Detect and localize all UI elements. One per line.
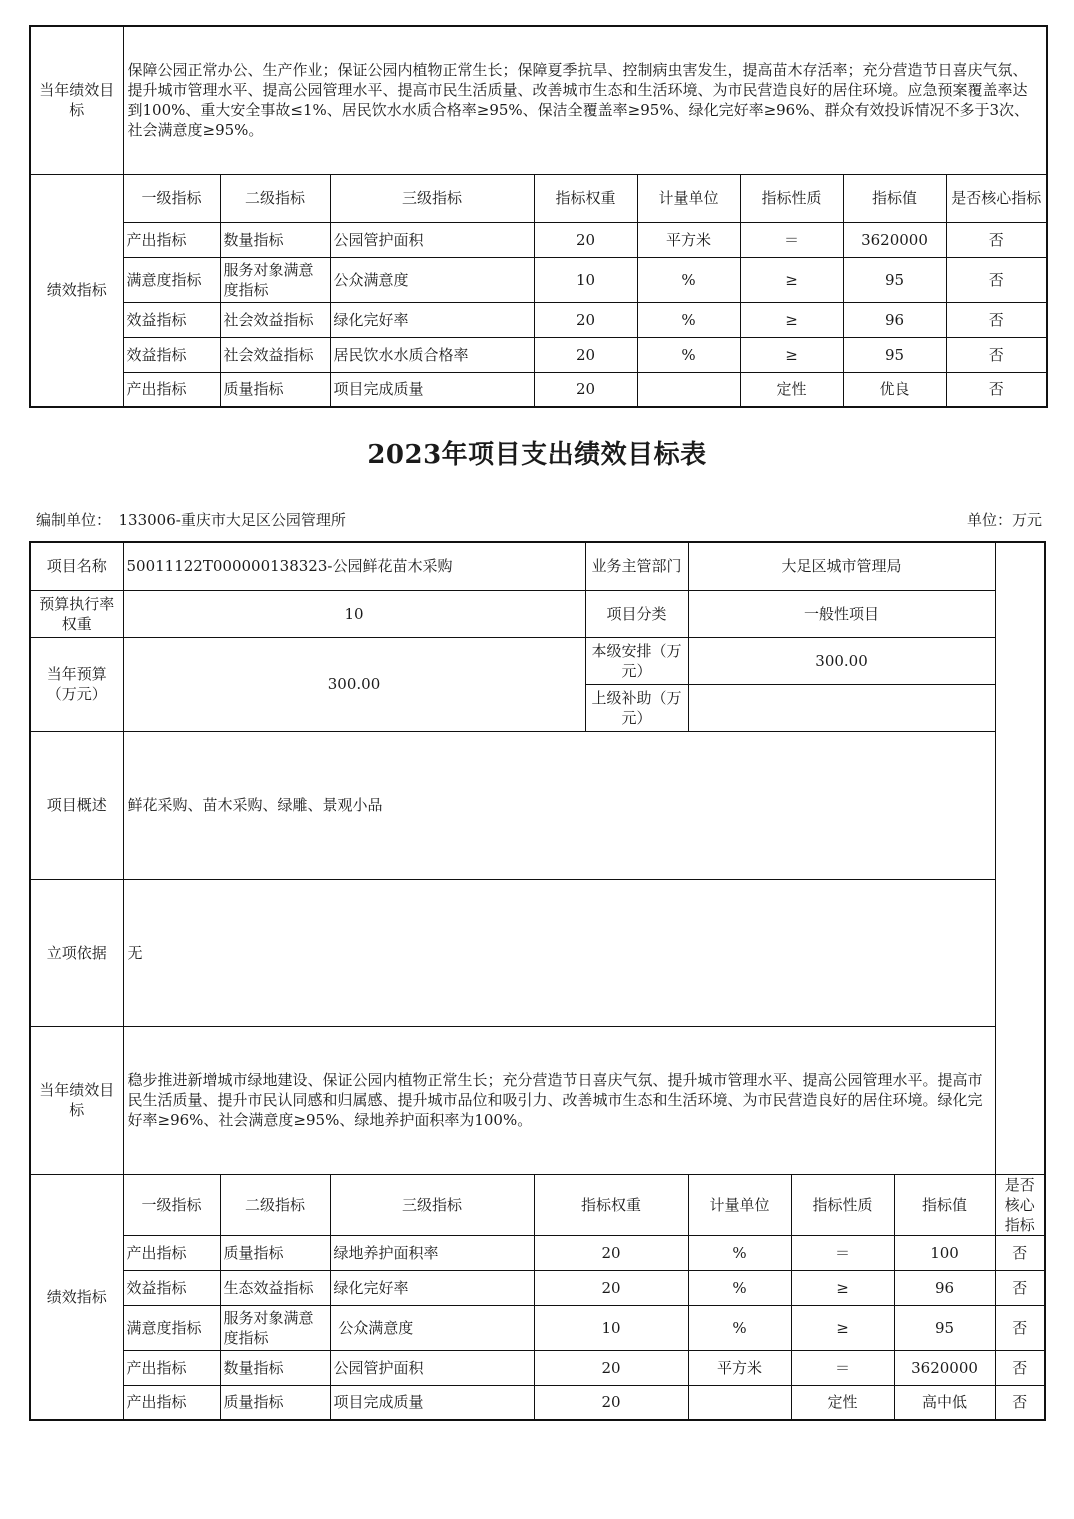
cell: 否 [946, 337, 1047, 372]
compile-unit: 编制单位： 133006-重庆市大足区公园管理所 [36, 511, 346, 529]
annual-budget-label: 当年预算（万元） [30, 637, 123, 731]
cell: 产出指标 [123, 372, 220, 407]
basis-label: 立项依据 [30, 879, 123, 1026]
header-level1: 一级指标 [123, 1174, 220, 1235]
cell: 95 [843, 257, 946, 302]
cell: 满意度指标 [123, 1305, 220, 1350]
cell: 质量指标 [220, 372, 330, 407]
category-label: 项目分类 [585, 590, 688, 637]
cell: % [637, 302, 740, 337]
cell: 项目完成质量 [330, 372, 534, 407]
cell: 100 [894, 1235, 995, 1270]
header-level2: 二级指标 [220, 1174, 330, 1235]
cell: ＝ [791, 1235, 894, 1270]
perf-indicators-label: 绩效指标 [30, 1174, 123, 1420]
cell: 20 [534, 372, 637, 407]
exec-weight-value: 10 [123, 590, 585, 637]
header-nature: 指标性质 [791, 1174, 894, 1235]
header-level3: 三级指标 [330, 174, 534, 222]
cell: 效益指标 [123, 302, 220, 337]
annual-goal-label: 当年绩效目标 [30, 1026, 123, 1174]
cell: 满意度指标 [123, 257, 220, 302]
cell: 产出指标 [123, 1350, 220, 1385]
cell: 否 [946, 372, 1047, 407]
cell: % [688, 1270, 791, 1305]
cell: 居民饮水水质合格率 [330, 337, 534, 372]
cell: 社会效益指标 [220, 302, 330, 337]
header-unit: 计量单位 [688, 1174, 791, 1235]
header-value: 指标值 [843, 174, 946, 222]
cell: 平方米 [688, 1350, 791, 1385]
category-value: 一般性项目 [688, 590, 995, 637]
page-title: 2023年项目支出绩效目标表 [367, 440, 707, 470]
cell: 绿地养护面积率 [330, 1235, 534, 1270]
cell [637, 372, 740, 407]
cell: % [637, 257, 740, 302]
annual-goal-text: 稳步推进新增城市绿地建设、保证公园内植物正常生长；充分营造节日喜庆气氛、提升城市管理水平、提高公园管理水平。提高市民生活质量、提升市民认同感和归属感、提升城市品位和吸引力、改善城市生态和生活环境、为市民营造良好的居住环境。绿化完好率≥96%、社会满意度≥95%、绿地养护面积率为100%。 [123, 1026, 995, 1174]
cell: 20 [534, 1270, 688, 1305]
cell: 3620000 [894, 1350, 995, 1385]
cell: % [688, 1235, 791, 1270]
cell: 高中低 [894, 1385, 995, 1420]
cell: ≥ [791, 1270, 894, 1305]
annual-goal-text: 保障公园正常办公、生产作业；保证公园内植物正常生长；保障夏季抗旱、控制病虫害发生，提高苗木存活率；充分营造节日喜庆气氛、提升城市管理水平、提高公园管理水平、提高市民生活质量、改善城市生态和生活环境、为市民营造良好的居住环境。应急预案覆盖率达到100%、重大安全事故≤1%、居民饮水水质合格率≥95%、保洁全覆盖率≥95%、绿化完好率≥96%、群众有效投诉情况不多于3次、社会满意度≥95%。 [123, 26, 1047, 174]
cell: 否 [995, 1270, 1045, 1305]
cell [688, 1385, 791, 1420]
cell: ＝ [791, 1350, 894, 1385]
cell: 产出指标 [123, 222, 220, 257]
header-value: 指标值 [894, 1174, 995, 1235]
cell: 平方米 [637, 222, 740, 257]
cell: 95 [843, 337, 946, 372]
table-row [30, 257, 1047, 302]
cell: 20 [534, 222, 637, 257]
project-name-label: 项目名称 [30, 542, 123, 590]
cell: ≥ [740, 337, 843, 372]
cell: ≥ [791, 1305, 894, 1350]
cell: 公众满意度 [330, 1305, 534, 1350]
header-weight: 指标权重 [534, 1174, 688, 1235]
header-nature: 指标性质 [740, 174, 843, 222]
annual-goal-label: 当年绩效目标 [30, 26, 123, 174]
cell: 20 [534, 1385, 688, 1420]
cell: ＝ [740, 222, 843, 257]
table-row [30, 1385, 1045, 1420]
performance-table-1 [29, 25, 1048, 408]
cell: 社会效益指标 [220, 337, 330, 372]
cell: 绿化完好率 [330, 302, 534, 337]
table-row [30, 302, 1047, 337]
cell: 10 [534, 1305, 688, 1350]
cell: 公园管护面积 [330, 222, 534, 257]
cell: 质量指标 [220, 1385, 330, 1420]
cell: 数量指标 [220, 1350, 330, 1385]
project-name-value: 50011122T000000138323-公园鲜花苗木采购 [123, 542, 585, 590]
cell: 20 [534, 337, 637, 372]
cell: 否 [995, 1235, 1045, 1270]
table-row [30, 337, 1047, 372]
cell: 96 [894, 1270, 995, 1305]
own-level-value: 300.00 [688, 637, 995, 684]
own-level-label: 本级安排（万元） [585, 637, 688, 684]
table-row [30, 222, 1047, 257]
upper-subsidy-label: 上级补助（万元） [585, 684, 688, 731]
cell: 否 [946, 222, 1047, 257]
overview-label: 项目概述 [30, 731, 123, 879]
cell: 质量指标 [220, 1235, 330, 1270]
performance-table-2 [29, 541, 1046, 1421]
cell: 公众满意度 [330, 257, 534, 302]
cell: % [637, 337, 740, 372]
cell: 效益指标 [123, 1270, 220, 1305]
cell: ≥ [740, 302, 843, 337]
cell: 否 [995, 1350, 1045, 1385]
header-weight: 指标权重 [534, 174, 637, 222]
header-level3: 三级指标 [330, 1174, 534, 1235]
dept-value: 大足区城市管理局 [688, 542, 995, 590]
cell: 数量指标 [220, 222, 330, 257]
cell: 公园管护面积 [330, 1350, 534, 1385]
table-row [30, 1305, 1045, 1350]
cell: 10 [534, 257, 637, 302]
header-level2: 二级指标 [220, 174, 330, 222]
cell: 生态效益指标 [220, 1270, 330, 1305]
cell: 定性 [740, 372, 843, 407]
basis-text: 无 [123, 879, 995, 1026]
header-level1: 一级指标 [123, 174, 220, 222]
table-row [30, 1350, 1045, 1385]
cell: 绿化完好率 [330, 1270, 534, 1305]
table-row [30, 372, 1047, 407]
header-core: 是否核心指标 [946, 174, 1047, 222]
cell: 定性 [791, 1385, 894, 1420]
perf-indicators-label: 绩效指标 [30, 174, 123, 407]
header-core: 是否核心指标 [995, 1174, 1045, 1235]
annual-budget-value: 300.00 [123, 637, 585, 731]
cell: 否 [946, 257, 1047, 302]
cell: % [688, 1305, 791, 1350]
cell: 95 [894, 1305, 995, 1350]
dept-label: 业务主管部门 [585, 542, 688, 590]
cell: 服务对象满意度指标 [220, 1305, 330, 1350]
currency-unit: 单位：万元 [966, 511, 1042, 529]
table-row [30, 1235, 1045, 1270]
cell: 效益指标 [123, 337, 220, 372]
header-unit: 计量单位 [637, 174, 740, 222]
cell: 否 [995, 1305, 1045, 1350]
cell: 20 [534, 1235, 688, 1270]
table-row [30, 1270, 1045, 1305]
cell: 否 [946, 302, 1047, 337]
overview-text: 鲜花采购、苗木采购、绿雕、景观小品 [123, 731, 995, 879]
cell: 产出指标 [123, 1385, 220, 1420]
cell: 3620000 [843, 222, 946, 257]
cell: 20 [534, 302, 637, 337]
cell: 优良 [843, 372, 946, 407]
cell: 否 [995, 1385, 1045, 1420]
cell: 20 [534, 1350, 688, 1385]
cell: 服务对象满意度指标 [220, 257, 330, 302]
cell: 项目完成质量 [330, 1385, 534, 1420]
upper-subsidy-value [688, 684, 995, 731]
exec-weight-label: 预算执行率权重 [30, 590, 123, 637]
cell: 产出指标 [123, 1235, 220, 1270]
cell: 96 [843, 302, 946, 337]
cell: ≥ [740, 257, 843, 302]
